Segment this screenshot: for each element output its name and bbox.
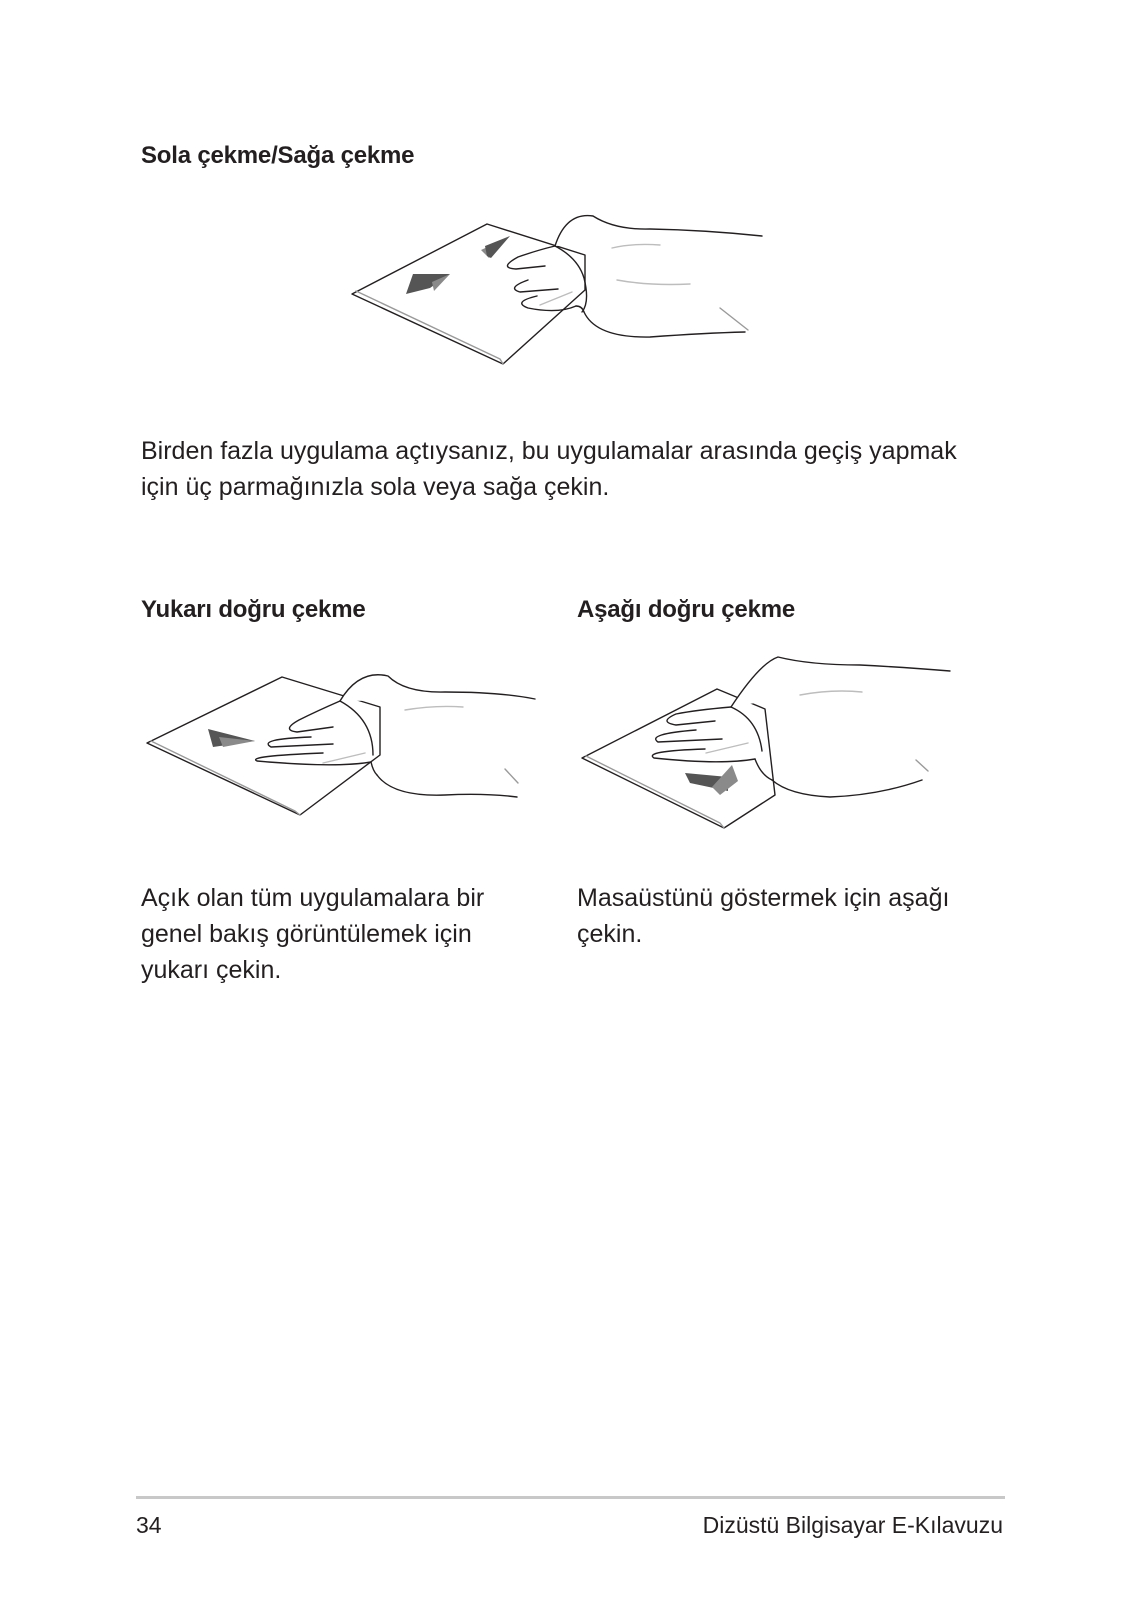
hand-outline bbox=[555, 216, 762, 246]
swipe-up-illustration bbox=[145, 665, 555, 825]
section-description-swipe-up: Açık olan tüm uygulamalara bir genel bakış görüntülemek için yukarı çekin. bbox=[141, 884, 485, 984]
manual-title: Dizüstü Bilgisayar E-Kılavuzu bbox=[702, 1512, 1003, 1538]
section-heading-swipe-up: Yukarı doğru çekme bbox=[141, 596, 366, 623]
footer-divider bbox=[136, 1496, 1005, 1499]
swipe-down-illustration bbox=[580, 655, 975, 835]
swipe-left-right-illustration bbox=[350, 210, 780, 375]
section-description-swipe-left-right: Birden fazla uygulama açtıysanız, bu uygulamalar arasında geçiş yapmak için üç parmağınızla sola veya sağa çekin. bbox=[141, 437, 957, 501]
section-heading-swipe-down: Aşağı doğru çekme bbox=[577, 596, 796, 623]
touchpad-outline bbox=[352, 224, 585, 364]
page-number: 34 bbox=[136, 1512, 162, 1538]
hand-outline bbox=[340, 675, 535, 701]
hand-outline bbox=[731, 657, 950, 707]
touchpad-outline bbox=[582, 689, 775, 828]
section-heading-swipe-left-right: Sola çekme/Sağa çekme bbox=[141, 142, 415, 169]
section-description-swipe-down: Masaüstünü göstermek için aşağı çekin. bbox=[577, 884, 950, 948]
